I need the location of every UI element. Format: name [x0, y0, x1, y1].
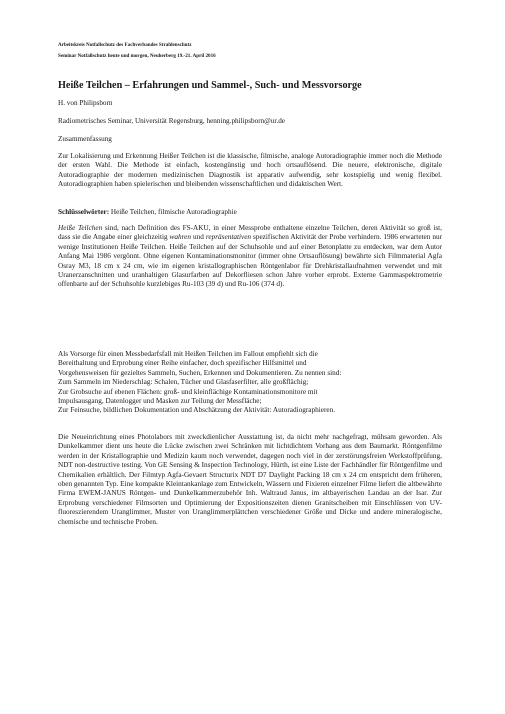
para2-line: Zum Sammeln im Niederschlag: Schalen, Tücher und Glasfaserfilter, alle großflächig;: [58, 378, 309, 387]
term-heisse-teilchen: Heiße Teilchen: [58, 224, 103, 232]
summary-heading: Zusammenfassung: [58, 135, 112, 143]
para1-text-b: und: [192, 233, 204, 242]
author-name: H. von Philipsborn: [58, 99, 113, 107]
para1-text-a: sind, nach Definition des FS-AKU, in einer Messprobe enthaltene einzelne Teilchen, deren Aktivität so groß ist, dass sie die Angabe einer gleichzeitig: [58, 224, 442, 242]
body-paragraph-2: [58, 350, 442, 416]
keywords-line: [58, 208, 237, 216]
para2-line: Vorgehensweisen für gezieltes Sammeln, Suchen, Erkennen und Dokumentieren. Zu nennen sind:: [58, 368, 342, 377]
document-header: [58, 40, 458, 61]
term-wahren: wahren: [169, 233, 192, 242]
para2-line: Bereithaltung und Erprobung einer Reihe einfacher, doch spezifischer Hilfsmittel und: [58, 359, 307, 368]
paper-title: Heiße Teilchen – Erfahrungen und Sammel-, Such- und Messvorsorge: [58, 80, 362, 91]
para2-line: Impulsausgang, Datenlogger und Masken zur Teilung der Messfläche;: [58, 397, 262, 406]
para1-text-c: spezifischen Aktivität der Probe verhindern. 1986 erwarteten nur wenige Institutionen Heiße Teilchen. Heiße Teilchen auf der Schuhsohle und auf einer Betonplatte zu entdecken, war dem Autor Anfang Mai 1986 vergönnt. Ohne eigenen Kontaminationsmonitor (immer ohne Ortsauflösung) bewährte sich Filmmaterial Agfa Osray M3, 18 cm x 24 cm, wie im eigenen kristallographischen Röntgenlabor für Drehkristallaufnahmen verwendet und mit Uranerzanschnitten und uranhaltigen Glasurfarben auf Dekorfliesen schon Jahre vorher erprobt. Externe Gammaspektrometrie offenbarte auf der Schuhsohle kurzlebiges Ru-103 (39 d) und Ru-106 (374 d).: [58, 233, 443, 289]
summary-paragraph: Zur Lokalisierung und Erkennung Heißer Teilchen ist die klassische, filmische, analoge Autoradiographie immer noch die Methode der ersten Wahl. Die Methode ist einfach, kostengünstig und hoch ortsauflösend. Die neuere, elektronische, digitale Autoradiographie der modernen medizinischen Diagnostik ist apparativ aufwendig, sehr kostspielig und wenig flexibel. Autoradiographien haben spielerischen und bleibenden wissenschaftlichen und didaktischen Wert.: [58, 152, 442, 189]
header-seminar: Seminar Notfallschutz heute und morgen, Neuherberg 19.-21. April 2016: [58, 52, 216, 59]
author-affiliation: Radiometrisches Seminar, Universität Regensburg, henning.philipsborn@ur.de: [58, 117, 285, 125]
body-paragraph-3: Die Neueinrichtung eines Photolabors mit zweckdienlicher Ausstattung ist, da nicht mehr nachgefragt, mühsam geworden. Als Dunkelkammer dient uns heute die Lücke zwischen zwei Schränken mit lichtdichtem Vorhang aus dem Baumarkt. Röntgenfilme werden in der Kristallographie und Medizin kaum noch verwendet, dagegen noch viel in der zerstörungsfreien Werkstoffprüfung, NDT non-destructive testing. Von GE Sensing & Inspection Technology, Hürth, ist eine Liste der Fachhändler für Röntgenfilme und Chemikalien erhältlich. Der Filmtyp Agfa-Gevaert Structurix NDT D7 Daylight Packing 18 cm x 24 cm entspricht dem früheren, oben genannten Typ. Eine kompakte Kleintankanlage zum Entwickeln, Wässern und Fixieren einzelner Filme liefert die altbewährte Firma EWEM-JANUS Röntgen- und Dunkelkammerzubehör Inh. Waltraud Janus, im altbayerischen Landau an der Isar. Zur Erprobung verschiedener Filmsorten und Optimierung der Expositionszeiten dienen Granitscheiben mit Einschlüssen von UV-fluoreszierendem Uranglimmer, Muster von Uranglimmerplättchen verschiedener Größe und Dicke und andere mineralogische, chemische und technische Proben.: [58, 433, 442, 526]
term-repraesentativen: repräsentativen: [205, 233, 252, 242]
para2-line: Zur Feinsuche, bildlichen Dokumentation und Abschätzung der Aktivität: Autoradiographieren.: [58, 406, 336, 415]
keywords-text: Heiße Teilchen, filmische Autoradiographie: [110, 208, 237, 216]
header-organization: Arbeitskreis Notfallschutz des Fachverbandes Strahlenschutz: [58, 42, 192, 48]
para2-line: Zur Grobsuche auf ebenen Flächen: groß- und kleinflächige Kontaminationsmonitore mit: [58, 387, 318, 396]
para2-line: Als Vorsorge für einen Messbedarfsfall mit Heißen Teilchen im Fallout empfiehlt sich die: [58, 350, 318, 358]
body-paragraph-1: [58, 224, 442, 290]
keywords-label: Schlüsselwörter:: [58, 208, 110, 216]
